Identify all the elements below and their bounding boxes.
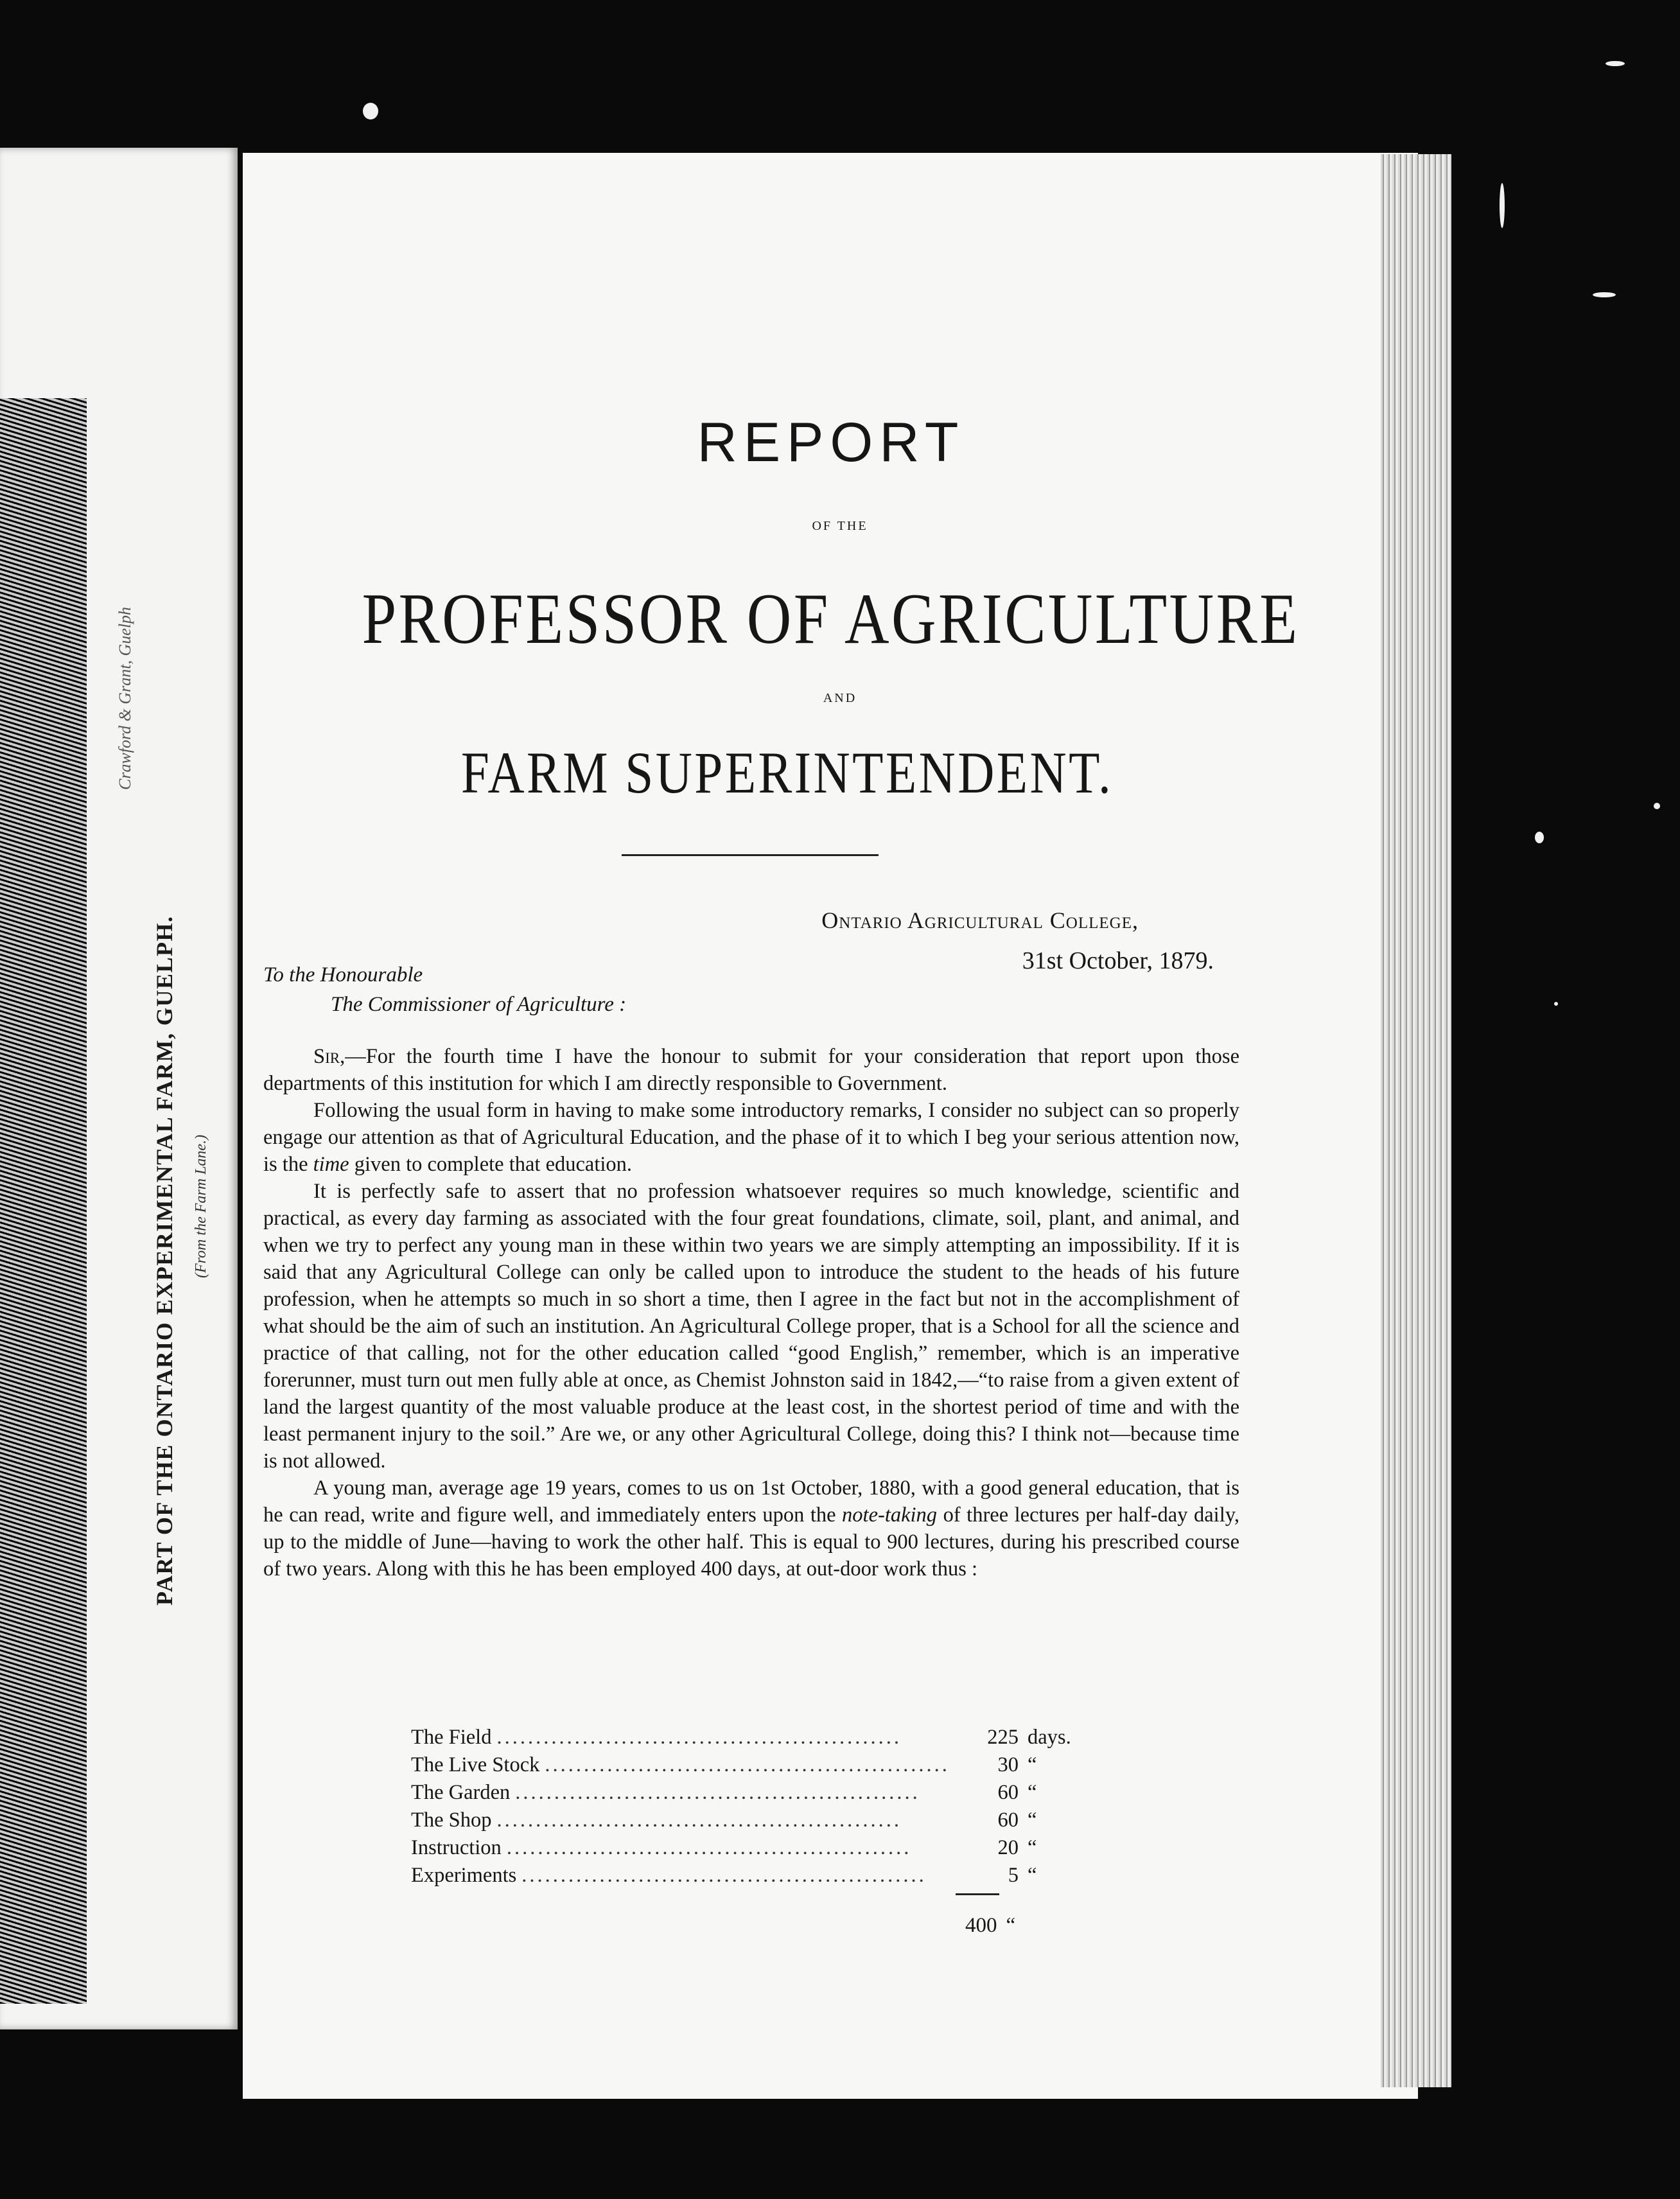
work-unit: “ — [1028, 1753, 1037, 1776]
work-unit: “ — [1028, 1781, 1037, 1804]
table-row — [411, 1807, 1098, 1834]
work-unit: days. — [1028, 1726, 1071, 1749]
work-label: The Garden — [411, 1781, 511, 1804]
heading-divider — [622, 854, 879, 856]
work-days: 60 — [997, 1781, 1019, 1804]
paragraph-3: It is perfectly safe to assert that no profession whatsoever requires so much knowledge, scientific and practical, as every day farming as associated with the four great foundations, climate, soil, plant, and animal, and when we try to perfect any young man in these within two years we are simply attempting an impossibility. If it is said that any Agricultural College can only be called upon to introduce the student to the heads of his future profession, when he attempts so much in so short a time, then I agree in the fact but not in the accomplishment of what should be the aim of such an institution. An Agricultural College proper, that is a School for all the science and practice of that calling, not for the other education called “good English,” remember, which is an imperative forerunner, must turn out men fully able at once, as Chemist Johnston said in 1842,—“to raise from a given extent of land the largest quantity of the most valuable produce at the least cost, in the shortest period of time and with the least permanent injury to the soil.” Are we, or any other Agricultural College, doing this? I think not—because time is not allowed. — [263, 1180, 1239, 1473]
leader-dots: .................................................... — [515, 1781, 920, 1804]
farm-superintendent-heading: FARM SUPERINTENDENT. — [460, 740, 1114, 805]
table-row — [411, 1779, 1098, 1807]
table-row — [411, 1834, 1098, 1862]
work-label: Instruction — [411, 1836, 502, 1859]
work-unit: “ — [1028, 1836, 1037, 1859]
table-row — [411, 1724, 1098, 1751]
work-label: The Live Stock — [411, 1753, 540, 1776]
engraver-signature: Crawford & Grant, Guelph — [116, 606, 134, 790]
work-days: 30 — [997, 1753, 1019, 1776]
leader-dots: .................................................... — [496, 1726, 902, 1749]
report-title: REPORT — [697, 412, 965, 473]
letter-body — [263, 1043, 1239, 1582]
plate-caption: PART OF THE ONTARIO EXPERIMENTAL FARM, GUELPH. — [152, 915, 177, 1606]
addressee-line-1: To the Honourable — [263, 963, 423, 986]
leader-dots: .................................................... — [496, 1809, 902, 1832]
college-name: Ontario Agricultural College, — [821, 907, 1139, 933]
work-label: Experiments — [411, 1864, 517, 1887]
work-days: 5 — [1008, 1864, 1019, 1887]
paragraph-1: Sir,—For the fourth time I have the honour to submit for your consideration that report upon those departments of this institution for which I am directly responsible to Government. — [263, 1045, 1239, 1095]
work-unit: “ — [1028, 1864, 1037, 1887]
work-label: The Shop — [411, 1809, 492, 1832]
letter-date: 31st October, 1879. — [1022, 947, 1214, 974]
paragraph-4: A young man, average age 19 years, comes to us on 1st October, 1880, with a good general education, that is he can read, write and figure well, and immediately enters upon the note-taking of three lectures per half-day daily, up to the middle of June—having to work the other half. This is equal to 900 lectures, during his prescribed course of two years. Along with this he has been employed 400 days, at out-door work thus : — [263, 1476, 1239, 1581]
emphasis-note-taking: note-taking — [842, 1503, 938, 1527]
paragraph-2: Following the usual form in having to make some introductory remarks, I consider no subject can so properly engage our attention as that of Agricultural Education, and the phase of it to which I beg your serious attention now, is the time given to complete that education. — [263, 1099, 1239, 1176]
leader-dots: .................................................... — [545, 1753, 950, 1776]
professor-heading: PROFESSOR OF AGRICULTURE — [362, 579, 1300, 659]
work-unit: “ — [1028, 1809, 1037, 1832]
table-row — [411, 1862, 1098, 1889]
work-days: 225 — [987, 1726, 1019, 1749]
total-row — [945, 1914, 1074, 1938]
salutation: Sir, — [313, 1045, 346, 1068]
of-the-label: OF THE — [812, 519, 868, 533]
leader-dots: .................................................... — [506, 1836, 912, 1859]
work-label: The Field — [411, 1726, 492, 1749]
total-unit: “ — [1006, 1914, 1016, 1937]
total-days: 400 — [965, 1914, 997, 1937]
total-rule — [956, 1893, 999, 1895]
emphasis-time: time — [313, 1153, 349, 1176]
addressee-line-2: The Commissioner of Agriculture : — [331, 993, 627, 1016]
plate-subcaption: (From the Farm Lane.) — [193, 1134, 209, 1278]
table-row — [411, 1751, 1098, 1779]
work-days: 20 — [997, 1836, 1019, 1859]
outdoor-work-table — [411, 1724, 1098, 1889]
and-label: AND — [823, 691, 857, 705]
work-days: 60 — [997, 1809, 1019, 1832]
leader-dots: .................................................... — [521, 1864, 927, 1887]
farm-engraving-image — [0, 398, 87, 2004]
